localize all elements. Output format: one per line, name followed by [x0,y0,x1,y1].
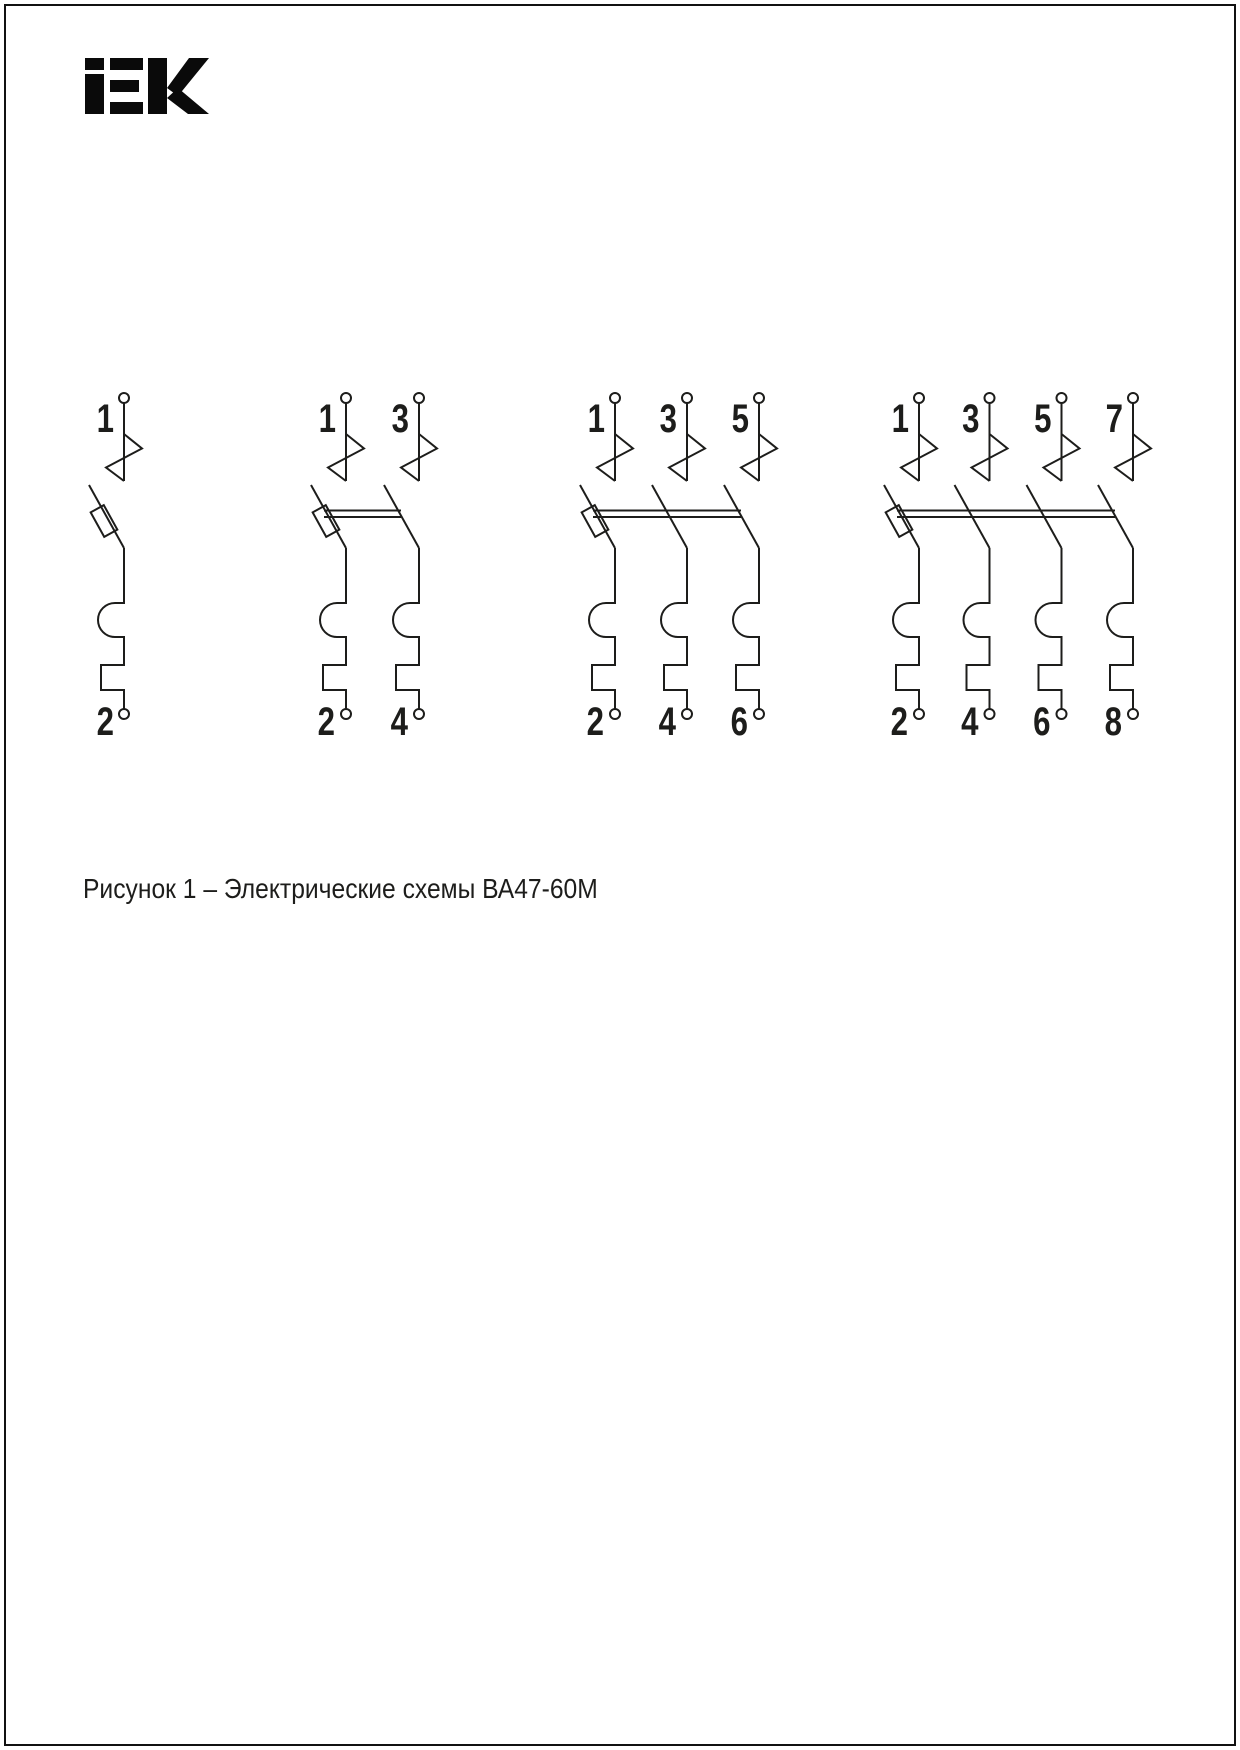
thermal-release-rect [91,505,118,537]
figure-caption: Рисунок 1 – Электрические схемы ВА47-60М [83,873,598,904]
breaker-pole [384,393,437,719]
terminal-label: 7 [1105,396,1123,441]
terminal-label: 2 [317,699,335,744]
breaker-pole [89,393,142,719]
breaker-pole [652,393,705,719]
terminal-label: 2 [586,699,604,744]
terminal-label: 6 [1033,699,1051,744]
breaker-pole [1027,393,1080,719]
terminal-label: 1 [891,396,909,441]
breaker-pole [311,393,364,719]
breaker-pole [724,393,777,719]
terminal-label: 1 [318,396,336,441]
terminal-label: 2 [890,699,908,744]
terminal-label: 3 [659,396,677,441]
terminal-label: 3 [391,396,409,441]
schematic-2pole [311,393,437,744]
schematic-4pole [884,393,1151,744]
terminal-label: 1 [587,396,605,441]
terminal-label: 4 [658,699,676,744]
terminal-label: 4 [390,699,408,744]
terminal-label: 1 [96,396,114,441]
terminal-label: 8 [1104,699,1122,744]
terminal-label: 3 [962,396,980,441]
breaker-pole [580,393,633,719]
terminal-label: 2 [96,699,114,744]
breaker-pole [955,393,1008,719]
terminal-label: 6 [730,699,748,744]
schematic-3pole [580,393,777,744]
breaker-pole [884,393,937,719]
terminal-label: 4 [961,699,979,744]
terminal-label: 5 [1034,396,1052,441]
schematic-1pole [89,393,142,744]
terminal-label: 5 [731,396,749,441]
breaker-pole [1098,393,1151,719]
